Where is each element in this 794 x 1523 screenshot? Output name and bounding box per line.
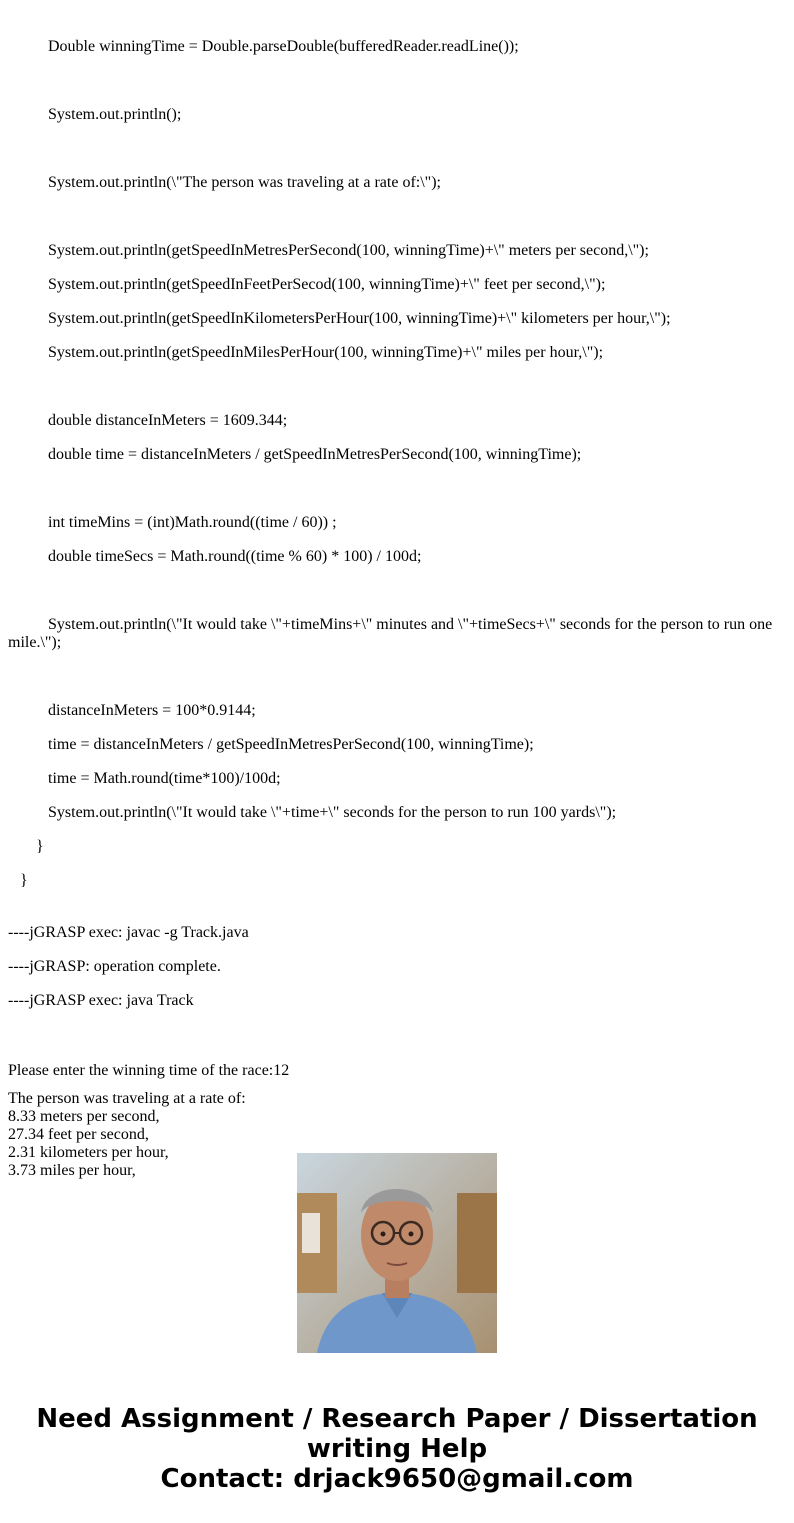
code-line: System.out.println(getSpeedInMetresPerSecond(100, winningTime)+\" meters per second,\"); — [8, 242, 649, 259]
contact-email: Contact: drjack9650@gmail.com — [160, 1464, 634, 1494]
contact-banner — [0, 1404, 794, 1494]
code-line: System.out.println(); — [8, 106, 182, 123]
code-line: time = distanceInMeters / getSpeedInMetresPerSecond(100, winningTime); — [8, 736, 534, 753]
code-line: Double winningTime = Double.parseDouble(bufferedReader.readLine()); — [8, 38, 519, 55]
document-content — [8, 0, 786, 1179]
closing-brace: } — [8, 872, 28, 889]
banner-line: writing Help — [306, 1434, 488, 1464]
exec-line: ----jGRASP: operation complete. — [8, 958, 221, 975]
output-line: 27.34 feet per second, — [8, 1126, 149, 1143]
output-gap — [8, 1080, 786, 1090]
exec-line: ----jGRASP exec: javac -g Track.java — [8, 924, 249, 941]
code-line: System.out.println(getSpeedInFeetPerSecod(100, winningTime)+\" feet per second,\"); — [8, 276, 606, 293]
code-line: System.out.println(\"It would take \"+timeMins+\" minutes and \"+timeSecs+\" seconds for the person to run one mile.\"); — [8, 616, 777, 651]
code-line: System.out.println(getSpeedInKilometersPerHour(100, winningTime)+\" kilometers per hour,\"); — [8, 310, 671, 327]
banner-line: Need Assignment / Research Paper / Dissertation — [36, 1404, 758, 1434]
output-line: 8.33 meters per second, — [8, 1108, 160, 1125]
code-line: time = Math.round(time*100)/100d; — [8, 770, 281, 787]
output-line: 3.73 miles per hour, — [8, 1162, 136, 1179]
run-header: ----jGRASP exec: java Track — [8, 992, 194, 1009]
output-line: Please enter the winning time of the race:12 — [8, 1062, 290, 1079]
person-photo-icon — [297, 1153, 497, 1353]
code-line: distanceInMeters = 100*0.9144; — [8, 702, 256, 719]
output-line: 2.31 kilometers per hour, — [8, 1144, 169, 1161]
code-line: System.out.println(\"The person was traveling at a rate of:\"); — [8, 174, 441, 191]
code-line: System.out.println(getSpeedInMilesPerHour(100, winningTime)+\" miles per hour,\"); — [8, 344, 604, 361]
code-line: double timeSecs = Math.round((time % 60) * 100) / 100d; — [8, 548, 422, 565]
code-line: double distanceInMeters = 1609.344; — [8, 412, 288, 429]
code-line: double time = distanceInMeters / getSpeedInMetresPerSecond(100, winningTime); — [8, 446, 582, 463]
code-line: int timeMins = (int)Math.round((time / 60)) ; — [8, 514, 337, 531]
output-line: The person was traveling at a rate of: — [8, 1090, 246, 1107]
avatar — [297, 1153, 497, 1353]
closing-brace: } — [8, 838, 44, 855]
code-line: System.out.println(\"It would take \"+time+\" seconds for the person to run 100 yards\"); — [8, 804, 617, 821]
